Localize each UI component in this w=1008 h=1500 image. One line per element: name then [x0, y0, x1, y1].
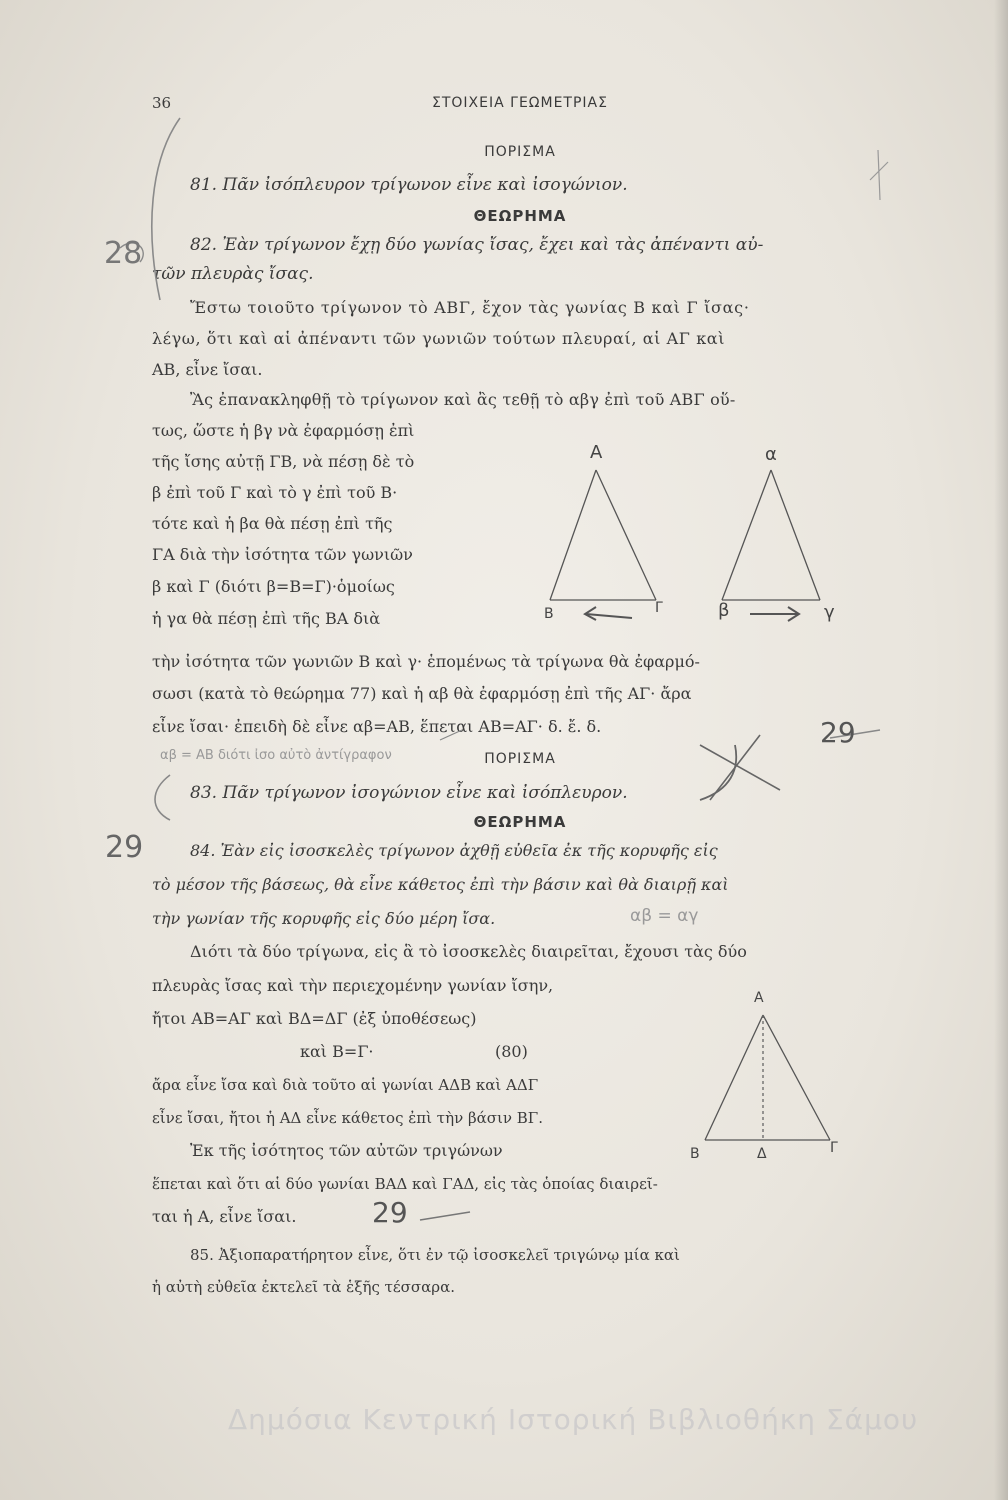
figure3-right-label: Γ: [830, 1140, 838, 1156]
figure1-left-label: Β: [544, 606, 554, 622]
paragraph-83: 83. Πᾶν τρίγωνον ἰσογώνιον εἶνε καὶ ἰσόπλευρον.: [190, 783, 628, 803]
text-line: Διότι τὰ δύο τρίγωνα, εἰς ἃ τὸ ἰσοσκελὲς διαιρεῖται, ἔχουσι τὰς δύο: [190, 942, 747, 961]
text-line: λέγω, ὅτι καὶ αἱ ἀπέναντι τῶν γωνιῶν τούτων πλευραί, αἱ ΑΓ καὶ: [152, 329, 726, 348]
handwritten-under-82: αβ = ΑΒ διότι ἰσο αὐτὸ ἀντίγραφον: [160, 748, 392, 763]
paragraph-82-statement-line1: 82. Ἐὰν τρίγωνον ἔχῃ δύο γωνίας ἴσας, ἔχει καὶ τὰς ἀπέναντι αὐ-: [190, 235, 764, 255]
text-line: ἄρα εἶνε ἴσα καὶ διὰ τοῦτο αἱ γωνίαι ΑΔΒ καὶ ΑΔΓ: [152, 1076, 539, 1094]
text-line: τότε καὶ ἡ βα θὰ πέσῃ ἐπὶ τῆς: [152, 514, 393, 533]
text-line: β καὶ Γ (διότι β=Β=Γ)·ὁμοίως: [152, 577, 395, 596]
text-line: ἤτοι ΑΒ=ΑΓ καὶ ΒΔ=ΔΓ (ἐξ ὑποθέσεως): [152, 1009, 477, 1028]
handwritten-end-82: 29: [820, 716, 856, 749]
library-watermark: Δημόσια Κεντρική Ιστορική Βιβλιοθήκη Σάμου: [228, 1403, 919, 1436]
text-line: εἶνε ἴσαι· ἐπειδὴ δὲ εἶνε αβ=ΑΒ, ἕπεται ΑΒ=ΑΓ· δ. ἔ. δ.: [152, 717, 602, 736]
porisma-heading-2: ΠΟΡΙΣΜΑ: [484, 751, 556, 767]
text-line: τως, ὥστε ἡ βγ νὰ ἐφαρμόσῃ ἐπὶ: [152, 421, 415, 440]
text-line: ἡ γα θὰ πέσῃ ἐπὶ τῆς ΒΑ διὰ: [152, 609, 381, 628]
text-line: καὶ Β=Γ·: [300, 1042, 374, 1061]
paragraph-82-statement-line2: τῶν πλευρὰς ἴσας.: [152, 264, 314, 284]
text-line: πλευρὰς ἴσας καὶ τὴν περιεχομένην γωνίαν ἴσην,: [152, 976, 554, 995]
handwritten-margin-84: 29: [105, 830, 144, 865]
text-line: ΑΒ, εἶνε ἴσαι.: [152, 360, 263, 379]
figure3-mid-label: Δ: [757, 1146, 767, 1162]
handwritten-right-84: αβ = αγ: [630, 906, 699, 926]
text-line: Ἐκ τῆς ἰσότητος τῶν αὐτῶν τριγώνων: [190, 1141, 503, 1160]
figure2-right-label: γ: [824, 602, 835, 623]
text-line: Ἔστω τοιοῦτο τρίγωνον τὸ ΑΒΓ, ἔχον τὰς γωνίας Β καὶ Γ ἴσας·: [190, 298, 750, 317]
figure1-right-label: Γ: [655, 600, 663, 616]
text-line: εἶνε ἴσαι, ἤτοι ἡ ΑΔ εἶνε κάθετος ἐπὶ τὴν βάσιν ΒΓ.: [152, 1109, 543, 1127]
text-line: β ἐπὶ τοῦ Γ καὶ τὸ γ ἐπὶ τοῦ Β·: [152, 483, 398, 502]
figure2-apex-label: α: [765, 444, 777, 465]
figure2-left-label: β: [718, 600, 730, 621]
running-title: ΣΤΟΙΧΕΙΑ ΓΕΩΜΕΤΡΙΑΣ: [432, 95, 608, 111]
paragraph-85-line2: ἡ αὐτὴ εὐθεῖα ἐκτελεῖ τὰ ἑξῆς τέσσαρα.: [152, 1278, 456, 1296]
handwritten-end-84: 29: [372, 1196, 408, 1229]
porisma-heading-1: ΠΟΡΙΣΜΑ: [484, 144, 556, 160]
figure3-left-label: Β: [690, 1146, 700, 1162]
paragraph-84-line3: τὴν γωνίαν τῆς κορυφῆς εἰς δύο μέρη ἴσα.: [152, 909, 496, 928]
text-line: ἕπεται καὶ ὅτι αἱ δύο γωνίαι ΒΑΔ καὶ ΓΑΔ, εἰς τὰς ὁποίας διαιρεῖ-: [152, 1175, 658, 1193]
text-line: Ἂς ἐπανακληφθῇ τὸ τρίγωνον καὶ ἂς τεθῇ τὸ αβγ ἐπὶ τοῦ ΑΒΓ οὕ-: [190, 390, 736, 409]
paragraph-85-line1: 85. Ἀξιοπαρατήρητον εἶνε, ὅτι ἐν τῷ ἰσοσκελεῖ τριγώνῳ μία καὶ: [190, 1246, 680, 1264]
paragraph-81: 81. Πᾶν ἰσόπλευρον τρίγωνον εἶνε καὶ ἰσογώνιον.: [190, 175, 628, 195]
theorema-heading-2: ΘΕΩΡΗΜΑ: [473, 813, 567, 831]
theorema-heading-1: ΘΕΩΡΗΜΑ: [473, 207, 567, 225]
figure1-apex-label: Α: [590, 442, 603, 463]
text-line: ται ἡ Α, εἶνε ἴσαι.: [152, 1207, 297, 1226]
handwritten-margin-82: 28: [104, 236, 143, 271]
text-line: σωσι (κατὰ τὸ θεώρημα 77) καὶ ἡ αβ θὰ ἐφαρμόσῃ ἐπὶ τῆς ΑΓ· ἄρα: [152, 684, 692, 703]
paragraph-84-line2: τὸ μέσον τῆς βάσεως, θὰ εἶνε κάθετος ἐπὶ τὴν βάσιν καὶ θὰ διαιρῇ καὶ: [152, 875, 729, 894]
text-line: τῆς ἴσης αὐτῇ ΓΒ, νὰ πέσῃ δὲ τὸ: [152, 452, 415, 471]
figure3-apex-label: Α: [754, 990, 764, 1006]
text-line: τὴν ἰσότητα τῶν γωνιῶν Β καὶ γ· ἑπομένως τὰ τρίγωνα θὰ ἐφαρμό-: [152, 652, 700, 671]
page-number: 36: [152, 94, 172, 112]
text-line: ΓΑ διὰ τὴν ἰσότητα τῶν γωνιῶν: [152, 545, 413, 564]
text-line: (80): [495, 1042, 528, 1061]
paragraph-84-line1: 84. Ἐὰν εἰς ἰσοσκελὲς τρίγωνον ἀχθῇ εὐθεῖα ἐκ τῆς κορυφῆς εἰς: [190, 841, 718, 860]
